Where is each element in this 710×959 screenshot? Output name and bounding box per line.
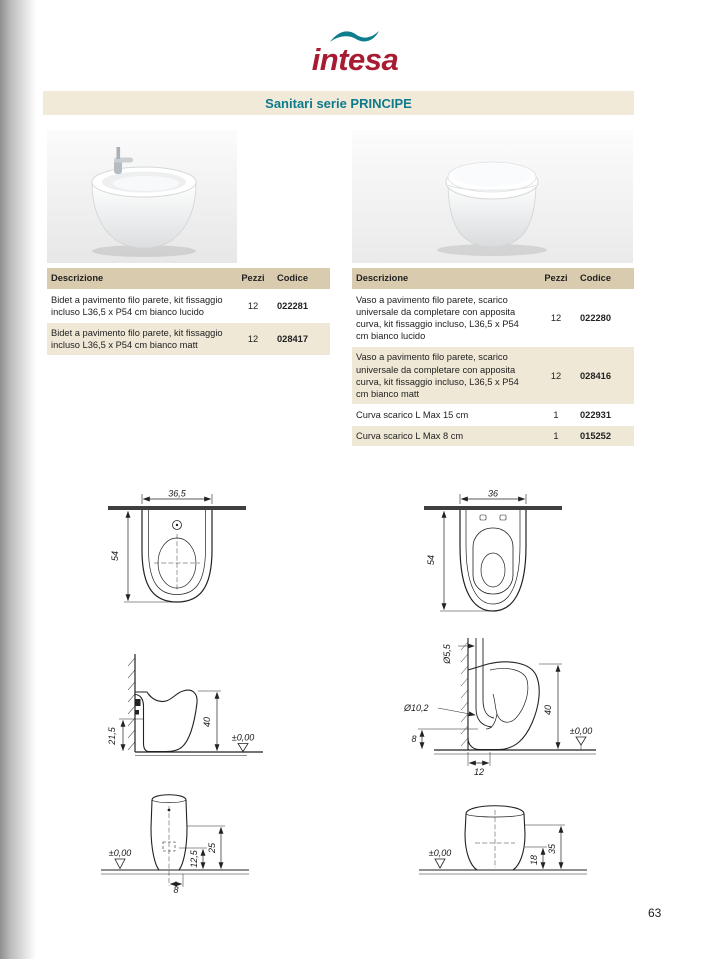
wall-hatching <box>461 642 468 746</box>
wc-product-photo <box>352 130 633 263</box>
dim-label-pipe-diameter: Ø5,5 <box>442 644 452 664</box>
dim-label-level: ±0,00 <box>231 732 255 743</box>
product-description: Bidet a pavimento filo parete, kit fissaggio incluso L36,5 x P54 cm bianco matt <box>47 323 233 356</box>
dim-label-drain-offset: 12 <box>473 767 485 777</box>
col-header-descrizione: Descrizione <box>47 268 233 290</box>
dim-label-lower-height: 21,5 <box>107 727 117 745</box>
dim-label-width: 36 <box>487 488 499 499</box>
product-code: 022931 <box>576 404 634 425</box>
dim-label-total-height: 40 <box>543 704 553 716</box>
table-header-row <box>352 268 634 290</box>
wc-top-view-drawing <box>418 490 568 622</box>
bidet-product-table <box>47 268 330 356</box>
table-header-row <box>47 268 330 290</box>
dim-label-inner-height: 18 <box>529 854 539 866</box>
product-description: Bidet a pavimento filo parete, kit fissaggio incluso L36,5 x P54 cm bianco lucido <box>47 290 233 323</box>
bidet-top-view-drawing <box>102 490 252 612</box>
bidet-front-view-drawing <box>95 786 255 894</box>
dim-label-depth: 54 <box>426 554 436 566</box>
dim-label-width: 36,5 <box>168 488 186 499</box>
dim-label-outer-height: 25 <box>207 842 217 854</box>
table-row <box>352 290 634 347</box>
wc-product-table <box>352 268 634 447</box>
col-header-descrizione: Descrizione <box>352 268 536 290</box>
col-header-codice: Codice <box>273 268 330 290</box>
wc-photo-illustration <box>352 130 633 263</box>
product-code: 022280 <box>576 290 634 347</box>
product-description: Vaso a pavimento filo parete, scarico universale da completare con apposita curva, kit fissaggio incluso, L36,5 x P54 cm bianco lucido <box>352 290 536 347</box>
page-number: 63 <box>648 906 662 920</box>
col-header-pezzi: Pezzi <box>233 268 273 290</box>
table-row <box>47 323 330 356</box>
dim-label-drain-offset: 8 <box>173 885 179 895</box>
page-edge-shadow <box>0 0 36 959</box>
dim-label-level: ±0,00 <box>108 848 132 858</box>
product-description: Vaso a pavimento filo parete, scarico universale da completare con apposita curva, kit fissaggio incluso, L36,5 x P54 cm bianco matt <box>352 347 536 404</box>
product-pieces: 12 <box>233 323 273 356</box>
series-title: Sanitari serie PRINCIPE <box>265 95 412 111</box>
product-code: 028417 <box>273 323 330 356</box>
dim-label-level: ±0,00 <box>569 726 593 736</box>
brand-logo <box>0 28 710 77</box>
table-row <box>352 347 634 404</box>
table-row <box>352 425 634 446</box>
product-pieces: 12 <box>233 290 273 323</box>
dim-label-level: ±0,00 <box>428 848 452 858</box>
product-code: 015252 <box>576 425 634 446</box>
dim-label-outer-height: 35 <box>547 843 557 855</box>
product-pieces: 12 <box>536 290 576 347</box>
col-header-codice: Codice <box>576 268 634 290</box>
series-title-bar <box>43 91 634 115</box>
product-description: Curva scarico L Max 8 cm <box>352 425 536 446</box>
product-pieces: 1 <box>536 404 576 425</box>
col-header-pezzi: Pezzi <box>536 268 576 290</box>
product-pieces: 12 <box>536 347 576 404</box>
bidet-photo-illustration <box>47 130 237 263</box>
table-row <box>47 290 330 323</box>
product-code: 028416 <box>576 347 634 404</box>
bidet-product-photo <box>47 130 237 263</box>
wc-front-view-drawing <box>413 798 593 893</box>
dim-label-inner-height: 12,5 <box>189 850 199 868</box>
product-code: 022281 <box>273 290 330 323</box>
wc-side-view-drawing <box>388 630 603 780</box>
table-row <box>352 404 634 425</box>
dim-label-total-height: 40 <box>202 716 212 728</box>
wall-hatching <box>128 658 135 750</box>
dim-label-depth: 54 <box>110 550 120 562</box>
dim-label-drain-diameter: Ø10,2 <box>404 703 429 713</box>
bidet-side-view-drawing <box>95 642 270 777</box>
product-description: Curva scarico L Max 15 cm <box>352 404 536 425</box>
brand-name: intesa <box>311 42 399 77</box>
dim-label-drain-height: 8 <box>411 734 417 744</box>
product-pieces: 1 <box>536 425 576 446</box>
